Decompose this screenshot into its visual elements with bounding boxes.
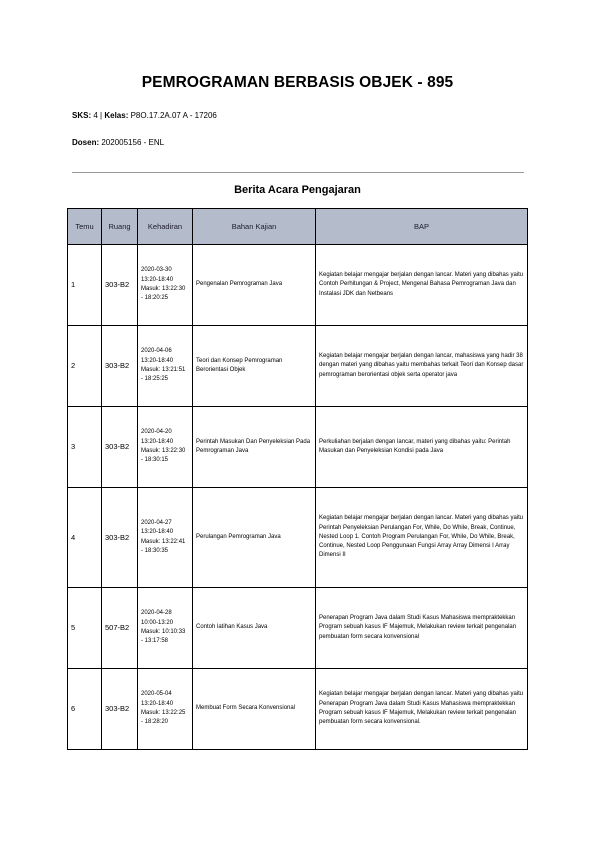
cell-temu: 5 [68, 588, 102, 669]
divider [72, 172, 524, 173]
header-temu: Temu [68, 209, 102, 245]
section-title: Berita Acara Pengajaran [234, 184, 361, 196]
lecturer-meta [72, 138, 164, 147]
table-row [68, 407, 528, 488]
dosen-value: 202005156 - ENL [101, 138, 165, 147]
cell-bap: Perkuliahan berjalan dengan lancar, materi yang dibahas yaitu: Perintah Masukan dan Penyeleksian Kondisi pada Java [316, 407, 528, 488]
cell-bahan-kajian: Membuat Form Secara Konvensional [193, 669, 316, 750]
table-row [68, 588, 528, 669]
cell-kehadiran: 2020-04-20 13:20-18:40 Masuk: 13:22:30 - 18:30:15 [138, 407, 193, 488]
header-bap: BAP [316, 209, 528, 245]
cell-ruang: 303-B2 [102, 488, 138, 588]
table-row [68, 245, 528, 326]
cell-temu: 6 [68, 669, 102, 750]
cell-temu: 2 [68, 326, 102, 407]
sks-value: 4 | [93, 111, 103, 120]
cell-kehadiran: 2020-03-30 13:20-18:40 Masuk: 13:22:30 - 18:20:25 [138, 245, 193, 326]
cell-bap: Kegiatan belajar mengajar berjalan dengan lancar. Materi yang dibahas yaitu Contoh Perhitungan & Project, Mengenal Bahasa Pemrograman Java dan Instalasi JDK dan Netbeans [316, 245, 528, 326]
cell-temu: 4 [68, 488, 102, 588]
table-row [68, 326, 528, 407]
cell-bahan-kajian: Teori dan Konsep Pemrograman Berorientasi Objek [193, 326, 316, 407]
dosen-label: Dosen: [72, 138, 100, 147]
cell-ruang: 303-B2 [102, 407, 138, 488]
table-row [68, 488, 528, 588]
cell-temu: 1 [68, 245, 102, 326]
cell-kehadiran: 2020-05-04 13:20-18:40 Masuk: 13:22:25 - 18:28:20 [138, 669, 193, 750]
course-title: PEMROGRAMAN BERBASIS OBJEK - 895 [141, 74, 454, 91]
cell-bap: Penerapan Program Java dalam Studi Kasus Mahasiswa mempraktekkan Program sebuah kasus IF Majemuk, Melakukan review terkait pengenalan pembuatan form secara konvensional [316, 588, 528, 669]
course-meta [72, 111, 217, 120]
cell-bahan-kajian: Contoh latihan Kasus Java [193, 588, 316, 669]
cell-kehadiran: 2020-04-27 13:20-18:40 Masuk: 13:22:41 - 18:30:35 [138, 488, 193, 588]
cell-bahan-kajian: Perintah Masukan Dan Penyeleksian Pada Pemrograman Java [193, 407, 316, 488]
cell-ruang: 303-B2 [102, 326, 138, 407]
cell-bahan-kajian: Perulangan Pemrograman Java [193, 488, 316, 588]
cell-kehadiran: 2020-04-06 13:20-18:40 Masuk: 13:21:51 - 18:25:25 [138, 326, 193, 407]
cell-kehadiran: 2020-04-28 10:00-13:20 Masuk: 10:10:33 - 13:17:58 [138, 588, 193, 669]
cell-bap: Kegiatan belajar mengajar berjalan dengan lancar, mahasiswa yang hadir 38 dengan materi yang dibahas yaitu membahas terkait Teori dan Konsep dasar pemrograman berorientasi objek serta operator java [316, 326, 528, 407]
teaching-report-table [67, 208, 528, 750]
kelas-value: P8O.17.2A.07 A - 17206 [130, 111, 217, 120]
cell-temu: 3 [68, 407, 102, 488]
sks-label: SKS: [72, 111, 92, 120]
kelas-label: Kelas: [104, 111, 129, 120]
cell-bap: Kegiatan belajar mengajar berjalan dengan lancar. Materi yang dibahas yaitu Penerapan Program Java dalam Studi Kasus Mahasiswa mempraktekkan Program sebuah kasus IF Majemuk, Melakukan review terkait pengenalan pembuatan form secara konvensional. [316, 669, 528, 750]
cell-ruang: 507-B2 [102, 588, 138, 669]
cell-bap: Kegiatan belajar mengajar berjalan dengan lancar. Materi yang dibahas yaitu Perintah Penyeleksian Perulangan For, While, Do While, Break, Continue, Nested Loop 1. Contoh Program Perulangan For, While, Do While, Break, Continue, Nested Loop Penggunaan Fungsi Array Array Dimensi I Array Dimensi II [316, 488, 528, 588]
header-kehadiran: Kehadiran [138, 209, 193, 245]
table-header-row [68, 209, 528, 245]
cell-ruang: 303-B2 [102, 245, 138, 326]
table-row [68, 669, 528, 750]
cell-bahan-kajian: Pengenalan Pemrograman Java [193, 245, 316, 326]
header-bahan-kajian: Bahan Kajian [193, 209, 316, 245]
cell-ruang: 303-B2 [102, 669, 138, 750]
header-ruang: Ruang [102, 209, 138, 245]
